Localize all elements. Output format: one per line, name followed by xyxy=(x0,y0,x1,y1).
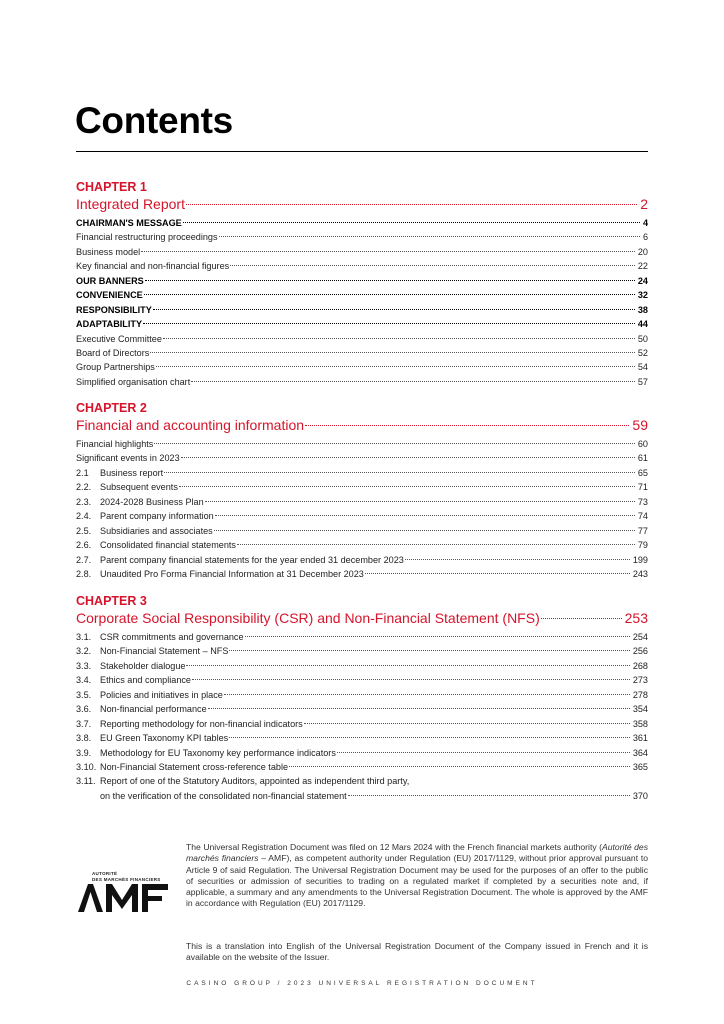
leader-dots xyxy=(153,309,635,310)
toc-entry-number: 3.6. xyxy=(76,704,92,715)
toc-entry-number: 2.6. xyxy=(76,540,92,551)
chapter-title-link[interactable] xyxy=(76,194,648,214)
toc-entry-label: Methodology for EU Taxonomy key performance indicators xyxy=(100,747,336,758)
toc-entry-label: ADAPTABILITY xyxy=(76,319,143,330)
toc-entry-page: 22 xyxy=(637,261,648,272)
toc-entry[interactable] xyxy=(76,731,648,745)
toc-entry[interactable] xyxy=(76,346,648,360)
toc-entry-label: Subsequent events xyxy=(100,482,178,493)
toc-entry[interactable] xyxy=(76,437,648,451)
toc-entry-number: 2.4. xyxy=(76,511,92,522)
toc-entry-page: 32 xyxy=(637,290,648,301)
toc-entry-label: Significant events in 2023 xyxy=(76,453,180,464)
chapter-title-link[interactable] xyxy=(76,415,648,435)
leader-dots xyxy=(143,323,635,324)
toc-entry-label: Board of Directors xyxy=(76,347,150,358)
toc-entry-label: 2024-2028 Business Plan xyxy=(100,496,204,507)
chapter-title: Financial and accounting information xyxy=(76,417,305,433)
toc-entry-multiline xyxy=(100,774,648,803)
chapter-title: Integrated Report xyxy=(76,196,185,212)
toc-entry-label: Financial restructuring proceedings xyxy=(76,232,218,243)
leader-dots xyxy=(186,665,629,666)
leader-dots xyxy=(245,636,630,637)
toc-entry-label: Ethics and compliance xyxy=(100,675,191,686)
toc-entry-page: 57 xyxy=(637,376,648,387)
leader-dots xyxy=(141,251,635,252)
toc-entry-page: 52 xyxy=(637,347,648,358)
toc-entry-label: Parent company information xyxy=(100,511,214,522)
toc-entry-page: 254 xyxy=(632,632,648,642)
toc-entry-page: 243 xyxy=(632,568,648,579)
toc-entry-page: 199 xyxy=(632,554,648,565)
toc-entry-page: 77 xyxy=(637,525,648,536)
toc-entry-label-line1: Report of one of the Statutory Auditors, appointed as independent third party, xyxy=(100,776,410,787)
toc-entry-page: 71 xyxy=(637,482,648,493)
toc-entry[interactable] xyxy=(76,659,648,673)
toc-entry-label: Reporting methodology for non-financial indicators xyxy=(100,718,303,729)
toc-entry-label: CSR commitments and governance xyxy=(100,632,244,642)
toc-entry-page: 354 xyxy=(632,704,648,715)
toc-entry[interactable] xyxy=(76,375,648,389)
toc-entry[interactable] xyxy=(76,216,648,230)
toc-entry-number: 3.4. xyxy=(76,675,92,686)
toc-entry-label: Business model xyxy=(76,246,141,257)
toc-entry[interactable] xyxy=(76,717,648,731)
toc-entry[interactable] xyxy=(76,630,648,644)
leader-dots xyxy=(230,265,635,266)
page-footer: CASINO GROUP / 2023 UNIVERSAL REGISTRATION DOCUMENT xyxy=(186,980,538,987)
toc-entry-label: Subsidiaries and associates xyxy=(100,525,213,536)
toc-entry-label: CONVENIENCE xyxy=(76,290,143,301)
leader-dots xyxy=(179,486,635,487)
leader-dots xyxy=(191,381,635,382)
toc-entry-page: 273 xyxy=(632,675,648,686)
toc-entry-label: Non-Financial Statement – NFS xyxy=(100,646,229,657)
amf-caption xyxy=(92,871,161,882)
toc-entry-label: Non-Financial Statement cross-reference table xyxy=(100,761,289,772)
toc-entry-label: OUR BANNERS xyxy=(76,275,144,286)
toc-entry-line2 xyxy=(100,789,648,803)
toc-entry[interactable] xyxy=(76,480,648,494)
toc-entry[interactable] xyxy=(76,702,648,716)
toc-entry-page: 79 xyxy=(637,540,648,551)
toc-entry-label: Stakeholder dialogue xyxy=(100,660,186,671)
chapter-page-number: 2 xyxy=(640,196,648,212)
toc-entry[interactable] xyxy=(76,524,648,538)
leader-dots xyxy=(304,723,630,724)
leader-dots xyxy=(183,222,640,223)
toc-entry-number: 3.10. xyxy=(76,761,97,772)
toc-entry-number: 2.8. xyxy=(76,568,92,579)
leader-dots xyxy=(219,236,640,237)
amf-logo-f-mid xyxy=(142,896,162,901)
toc-entry-number: 2.1 xyxy=(76,467,89,478)
toc-entry-number: 3.8. xyxy=(76,733,92,744)
toc-entry-number: 2.5. xyxy=(76,525,92,536)
leader-dots xyxy=(289,766,630,767)
chapter-label: CHAPTER 3 xyxy=(76,594,147,608)
leader-dots xyxy=(192,679,630,680)
leader-dots xyxy=(164,472,635,473)
toc-entry-number: 3.9. xyxy=(76,747,92,758)
chapter-section xyxy=(76,401,648,581)
toc-entry-page: 61 xyxy=(637,453,648,464)
toc-entry-label: EU Green Taxonomy KPI tables xyxy=(100,733,229,744)
toc-entry-number: 3.3. xyxy=(76,660,92,671)
page-title: Contents xyxy=(75,100,233,141)
leader-dots xyxy=(365,573,630,574)
leader-dots xyxy=(214,530,635,531)
chapter-label: CHAPTER 2 xyxy=(76,401,147,415)
toc-entry-number: 2.7. xyxy=(76,554,92,565)
toc-entry-number: 3.1. xyxy=(76,632,92,642)
toc-entry-page: 44 xyxy=(637,319,648,330)
toc-entry-page: 50 xyxy=(637,333,648,344)
leader-dots xyxy=(224,694,630,695)
toc-entry-page: 278 xyxy=(632,689,648,700)
toc-entry-page: 256 xyxy=(632,646,648,657)
toc-entry-number: 3.7. xyxy=(76,718,92,729)
toc-entry-label-line2: on the verification of the consolidated non-financial statement xyxy=(100,790,347,801)
toc-entry-label: Business report xyxy=(100,467,164,478)
toc-entry[interactable] xyxy=(76,567,648,581)
toc-entry-page: 54 xyxy=(637,362,648,373)
filing-notice-part1: The Universal Registration Document was filed on 12 Mars 2024 with the French financial markets authority ( xyxy=(186,842,603,852)
leader-dots xyxy=(150,352,635,353)
toc-entry[interactable] xyxy=(76,774,648,803)
toc-entry-page: 65 xyxy=(637,467,648,478)
toc-entry[interactable] xyxy=(76,509,648,523)
toc-entry-label: Simplified organisation chart xyxy=(76,376,191,387)
amf-logo-f-top xyxy=(142,884,168,890)
toc-entry[interactable] xyxy=(76,466,648,480)
toc-entry[interactable] xyxy=(76,259,648,273)
chapter-title-link[interactable] xyxy=(76,608,648,628)
filing-notice xyxy=(186,842,648,910)
toc-entry[interactable] xyxy=(76,451,648,465)
toc-entry-number: 3.2. xyxy=(76,646,92,657)
leader-dots xyxy=(229,737,630,738)
toc-entry-label: Financial highlights xyxy=(76,439,154,449)
leader-dots xyxy=(237,544,635,545)
toc-entry-label: CHAIRMAN'S MESSAGE xyxy=(76,218,182,228)
leader-dots xyxy=(181,457,635,458)
toc-entry-page: 24 xyxy=(637,275,648,286)
toc-entry[interactable] xyxy=(76,230,648,244)
toc-entry[interactable] xyxy=(76,245,648,259)
filing-notice-italic: Autorité des marchés financiers xyxy=(186,842,648,864)
toc-entry[interactable] xyxy=(76,303,648,317)
toc-entry-page: 73 xyxy=(637,496,648,507)
amf-caption-line1: AUTORITÉ xyxy=(92,871,118,876)
amf-caption-line2: DES MARCHÉS FINANCIERS xyxy=(92,876,161,882)
leader-dots xyxy=(337,752,630,753)
toc-entry[interactable] xyxy=(76,332,648,346)
toc-entry[interactable] xyxy=(76,760,648,774)
toc-entry-page: 4 xyxy=(642,218,648,228)
toc-entry[interactable] xyxy=(76,688,648,702)
toc-entry[interactable] xyxy=(76,288,648,302)
toc-entry-page: 361 xyxy=(632,733,648,744)
translation-notice: This is a translation into English of the Universal Registration Document of the Company issued in French and it is available on the website of the Issuer. xyxy=(186,941,648,963)
amf-logo-m xyxy=(106,884,138,912)
toc-entry-page: 370 xyxy=(632,790,648,801)
toc-entry-number: 2.2. xyxy=(76,482,92,493)
chapter-page-number: 253 xyxy=(624,610,648,626)
filing-notice-part2: – AMF), as competent authority under Regulation (EU) 2017/1129, without prior approval pursuant to Article 9 of said Regulation. The Universal Registration Document may be used for the purposes of an offer to the public of securities or admission of securities to trading on a regulated market if completed by a securities note and, if applicable, a summary and any amendments to the Universal Registration Document. The whole is approved by the AMF in accordance with Regulation (EU) 2017/1129. xyxy=(186,853,649,909)
toc-entry-page: 268 xyxy=(632,660,648,671)
toc-entry[interactable] xyxy=(76,495,648,509)
toc-entry[interactable] xyxy=(76,673,648,687)
toc-entry-page: 364 xyxy=(632,747,648,758)
chapter-section xyxy=(76,180,648,389)
toc-entry[interactable] xyxy=(76,538,648,552)
toc-entry-page: 74 xyxy=(637,511,648,522)
toc-entry-page: 6 xyxy=(642,232,648,243)
toc-entry-page: 38 xyxy=(637,304,648,315)
leader-dots xyxy=(348,795,630,796)
toc-entry[interactable] xyxy=(76,746,648,760)
leader-dots xyxy=(205,501,635,502)
leader-dots xyxy=(156,366,635,367)
chapter-page-number: 59 xyxy=(632,417,648,433)
toc-entry-page: 365 xyxy=(632,761,648,772)
toc-entry-label: Key financial and non-financial figures xyxy=(76,261,230,272)
leader-dots xyxy=(305,425,629,426)
leader-dots xyxy=(186,204,637,205)
toc-entry-number: 2.3. xyxy=(76,496,92,507)
leader-dots xyxy=(145,280,635,281)
toc-entry[interactable] xyxy=(76,274,648,288)
toc-entry-label: Unaudited Pro Forma Financial Information at 31 December 2023 xyxy=(100,568,364,579)
toc-entry-label: Consolidated financial statements xyxy=(100,540,236,551)
toc-entry[interactable] xyxy=(76,317,648,331)
leader-dots xyxy=(229,650,629,651)
toc-entry-label: Policies and initiatives in place xyxy=(100,689,223,700)
leader-dots xyxy=(144,294,635,295)
leader-dots xyxy=(163,338,635,339)
toc-entry-page: 20 xyxy=(637,246,648,257)
toc-entry-page: 60 xyxy=(637,439,648,449)
leader-dots xyxy=(208,708,630,709)
leader-dots xyxy=(215,515,635,516)
toc-entry-label: Parent company financial statements for the year ended 31 december 2023 xyxy=(100,554,404,565)
toc-entry-label: RESPONSIBILITY xyxy=(76,304,152,315)
leader-dots xyxy=(154,443,635,444)
toc-entry[interactable] xyxy=(76,360,648,374)
title-divider xyxy=(76,151,648,152)
toc-entry[interactable] xyxy=(76,553,648,567)
toc-entry[interactable] xyxy=(76,644,648,658)
toc-entry-label: Group Partnerships xyxy=(76,362,155,373)
toc-entry-number: 3.5. xyxy=(76,689,92,700)
chapter-section xyxy=(76,594,648,803)
chapter-title: Corporate Social Responsibility (CSR) and Non-Financial Statement (NFS) xyxy=(76,610,540,626)
leader-dots xyxy=(541,618,622,619)
toc-entry-label: Executive Committee xyxy=(76,333,162,344)
amf-logo-a xyxy=(78,884,103,912)
toc-entry-label: Non-financial performance xyxy=(100,704,207,715)
toc-entry-number: 3.11. xyxy=(76,776,96,787)
chapter-label: CHAPTER 1 xyxy=(76,180,147,194)
toc-entry-page: 358 xyxy=(632,718,648,729)
leader-dots xyxy=(405,559,630,560)
